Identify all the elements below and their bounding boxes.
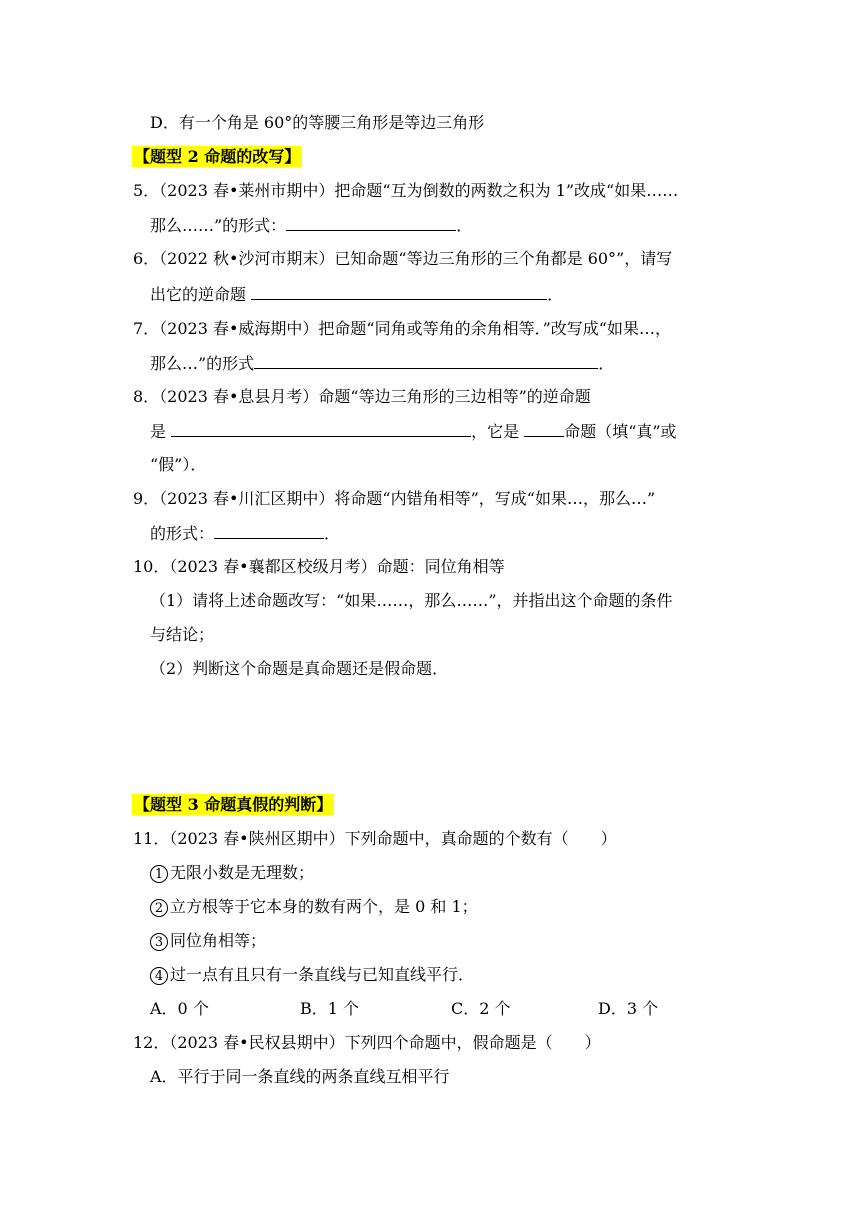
question-8-line-1: 8．（2023 春•息县月考）命题“等边三角形的三边相等”的逆命题	[133, 387, 591, 406]
statement-text: 过一点有且只有一条直线与已知直线平行．	[170, 965, 475, 984]
period: ．	[598, 354, 615, 373]
question-12-line-1: 12．（2023 春•民权县期中）下列四个命题中，假命题是（ ）	[133, 1033, 601, 1052]
question-9-text: 的形式：	[150, 524, 215, 543]
answer-blank[interactable]	[254, 352, 598, 369]
section-title: 【题型 3 命题真假的判断】	[134, 795, 333, 814]
option-c[interactable]: C．2 个	[451, 999, 511, 1018]
question-8-line-3: “假”）．	[150, 455, 207, 474]
question-10-line-2: （1）请将上述命题改写：“如果……，那么……”，并指出这个命题的条件	[150, 591, 673, 610]
question-8-text: 命题（填“真”或	[564, 422, 677, 441]
option-b[interactable]: B．1 个	[300, 999, 360, 1018]
option-a[interactable]: A．0 个	[150, 999, 209, 1018]
circled-number: 4	[150, 967, 168, 985]
section-title: 【题型 2 命题的改写】	[134, 147, 301, 166]
question-6-line-1: 6．（2022 秋•沙河市期末）已知命题“等边三角形的三个角都是 60°”，请写	[133, 249, 673, 268]
statement-text: 同位角相等；	[170, 931, 267, 950]
circled-number: 2	[150, 899, 168, 917]
question-8-line-2	[150, 420, 677, 443]
statement-1	[150, 862, 314, 884]
question-7-line-1: 7．（2023 春•威海期中）把命题“同角或等角的余角相等．”改写成“如果…，	[133, 319, 671, 338]
option-a[interactable]: A．平行于同一条直线的两条直线互相平行	[150, 1067, 450, 1086]
question-8-text: ，它是	[471, 422, 525, 441]
question-6-text: 出它的逆命题	[150, 285, 252, 304]
statement-3	[150, 930, 266, 952]
statement-text: 立方根等于它本身的数有两个，是 0 和 1；	[170, 897, 478, 916]
question-10-line-1: 10．（2023 春•襄都区校级月考）命题：同位角相等	[133, 557, 505, 576]
statement-4	[150, 964, 474, 986]
question-10-line-4: （2）判断这个命题是真命题还是假命题．	[150, 659, 449, 678]
period: ．	[547, 285, 564, 304]
answer-blank[interactable]	[524, 420, 564, 437]
question-9-line-1: 9．（2023 春•川汇区期中）将命题“内错角相等”，写成“如果…，那么…”	[133, 489, 656, 508]
period: ．	[324, 524, 341, 543]
question-7-text: 那么…”的形式	[150, 354, 255, 373]
statement-text: 无限小数是无理数；	[170, 863, 315, 882]
statement-2	[150, 896, 478, 918]
answer-blank[interactable]	[214, 522, 324, 539]
question-7-line-2	[150, 352, 614, 375]
q4-option-d: D．有一个角是 60°的等腰三角形是等边三角形	[150, 113, 485, 132]
section-heading-2	[132, 146, 302, 168]
answer-blank[interactable]	[286, 214, 456, 231]
question-11-line-1: 11．（2023 春•陕州区期中）下列命题中，真命题的个数有（ ）	[133, 829, 617, 848]
option-d[interactable]: D．3 个	[598, 999, 659, 1018]
answer-blank[interactable]	[171, 420, 471, 437]
question-8-text: 是	[150, 422, 172, 441]
period: ．	[456, 216, 473, 235]
section-heading-3	[132, 794, 334, 816]
question-6-line-2	[150, 283, 563, 306]
question-10-line-3: 与结论；	[150, 625, 215, 644]
circled-number: 3	[150, 933, 168, 951]
question-5-text: 那么……”的形式：	[150, 216, 287, 235]
question-5-line-1: 5．（2023 春•莱州市期中）把命题“互为倒数的两数之积为 1”改成“如果……	[133, 181, 679, 200]
answer-blank[interactable]	[251, 283, 547, 300]
question-9-line-2	[150, 522, 340, 545]
question-5-line-2	[150, 214, 472, 237]
circled-number: 1	[150, 865, 168, 883]
